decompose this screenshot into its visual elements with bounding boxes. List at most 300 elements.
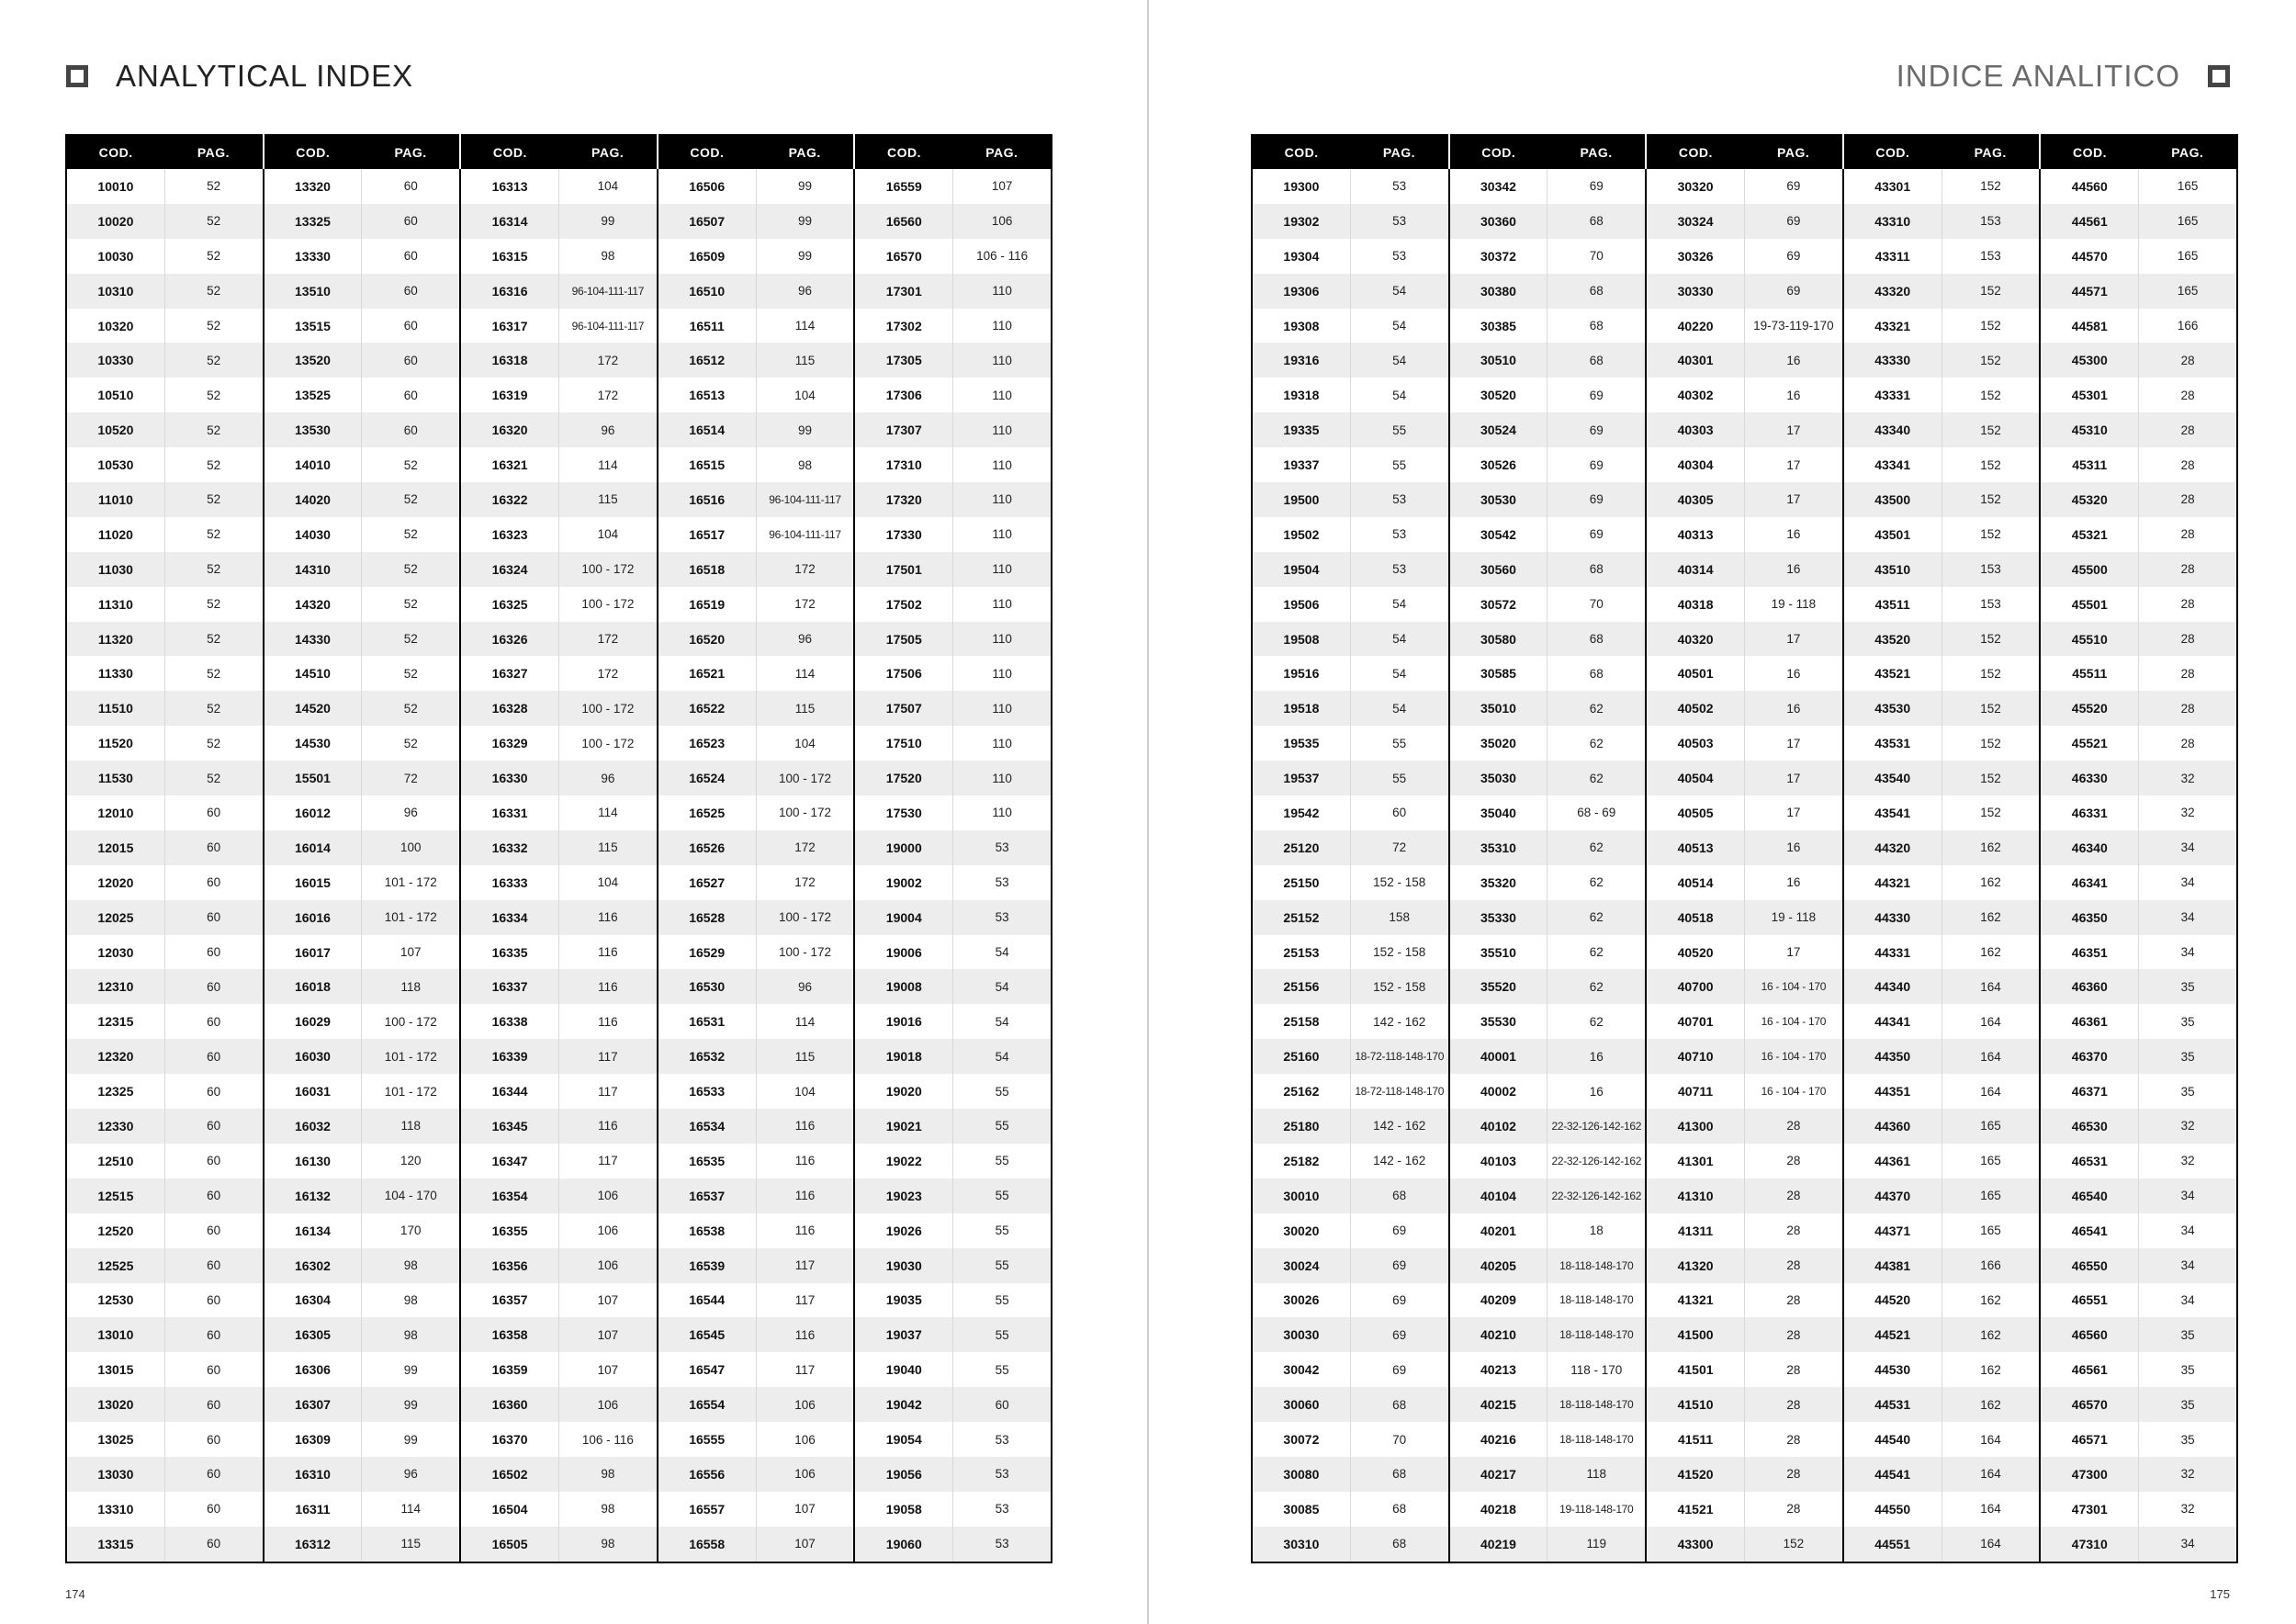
- code-cell: 46350: [2040, 900, 2138, 935]
- page-cell: 68: [1350, 1527, 1448, 1562]
- page-cell: 115: [756, 343, 854, 378]
- code-cell: 30572: [1449, 587, 1548, 622]
- code-cell: 16528: [658, 900, 756, 935]
- page-cell: 117: [558, 1074, 657, 1109]
- page-cell: 16: [1744, 691, 1842, 726]
- code-cell: 16511: [658, 309, 756, 344]
- code-cell: 25158: [1283, 1014, 1320, 1030]
- page-cell: 69: [1744, 274, 1842, 309]
- page-cell: 152: [1941, 726, 2040, 761]
- page-cell: 100 - 172: [756, 795, 854, 830]
- table-row: [1252, 412, 2237, 447]
- code-cell: 40503: [1646, 726, 1744, 761]
- page-cell: 28: [1744, 1387, 1842, 1422]
- page-cell: 62: [1548, 935, 1646, 970]
- code-cell: 16524: [658, 761, 756, 795]
- page-cell: 17: [1744, 622, 1842, 657]
- table-row: [66, 204, 1052, 239]
- page-cell: 16: [1744, 656, 1842, 691]
- page-cell: 69: [1548, 482, 1646, 517]
- page-cell: 52: [164, 204, 263, 239]
- code-cell: 46570: [2040, 1387, 2138, 1422]
- page-cell: 28: [1744, 1248, 1842, 1283]
- page-cell: 153: [1941, 239, 2040, 274]
- code-cell: 25152: [1252, 900, 1350, 935]
- code-cell: 40505: [1646, 795, 1744, 830]
- code-cell: 45300: [2040, 343, 2138, 378]
- code-cell: 12510: [97, 1153, 134, 1168]
- code-cell: 16312: [264, 1527, 362, 1562]
- code-cell: 16344: [460, 1074, 558, 1109]
- code-cell: 30380: [1449, 274, 1548, 309]
- code-cell: 17310: [854, 447, 952, 482]
- page-cell: 162: [1941, 865, 2040, 900]
- page-cell: 165: [1941, 1213, 2040, 1248]
- code-cell: 43311: [1843, 239, 1941, 274]
- code-cell: 16132: [264, 1179, 362, 1213]
- code-cell: 35030: [1449, 761, 1548, 795]
- table-row: [66, 656, 1052, 691]
- page-cell: 152 - 158: [1350, 865, 1448, 900]
- code-cell: 13015: [97, 1362, 134, 1378]
- page-cell: 106: [953, 204, 1052, 239]
- code-cell: 43500: [1843, 482, 1941, 517]
- page-cell: 62: [1548, 761, 1646, 795]
- page-cell: 52: [164, 309, 263, 344]
- code-cell: 19318: [1283, 388, 1320, 403]
- page-cell: 32: [2139, 1492, 2237, 1527]
- page-cell: 100 - 172: [362, 1004, 460, 1039]
- page-cell: 53: [953, 1492, 1052, 1527]
- page-cell: 16: [1744, 552, 1842, 587]
- page-cell: 60: [164, 1352, 263, 1387]
- code-cell: 12525: [66, 1248, 164, 1283]
- page-cell: 152: [1941, 169, 2040, 204]
- code-cell: 43521: [1843, 656, 1941, 691]
- page-cell: 166: [1941, 1248, 2040, 1283]
- table-row: [1252, 1213, 2237, 1248]
- page-cell: 114: [756, 1004, 854, 1039]
- page-cell: 28: [2139, 343, 2237, 378]
- page-cell: 28: [1744, 1213, 1842, 1248]
- code-cell: 16130: [264, 1144, 362, 1179]
- code-cell: 16505: [460, 1527, 558, 1562]
- code-cell: 16355: [460, 1213, 558, 1248]
- code-cell: 19006: [854, 935, 952, 970]
- table-row: [66, 1039, 1052, 1074]
- code-cell: 19302: [1252, 204, 1350, 239]
- page-cell: 69: [1350, 1352, 1448, 1387]
- code-cell: 25160: [1252, 1039, 1350, 1074]
- page-cell: 165: [2139, 204, 2237, 239]
- code-cell: 10320: [97, 318, 134, 333]
- code-cell: 44581: [2040, 309, 2138, 344]
- page-cell: 152: [1941, 447, 2040, 482]
- page-cell: 165: [2139, 169, 2237, 204]
- code-cell: 17501: [854, 552, 952, 587]
- page-cell: 19-118-148-170: [1548, 1492, 1646, 1527]
- page-cell: 55: [1350, 726, 1448, 761]
- table-row: [66, 1283, 1052, 1318]
- code-cell: 46340: [2040, 830, 2138, 865]
- code-cell: 40219: [1449, 1527, 1548, 1562]
- table-row: [1252, 1457, 2237, 1492]
- table-row: [1252, 1004, 2237, 1039]
- code-cell: 44351: [1843, 1074, 1941, 1109]
- code-cell: 14510: [264, 656, 362, 691]
- code-cell: 46331: [2040, 795, 2138, 830]
- code-cell: 16558: [658, 1527, 756, 1562]
- page-cell: 96-104-111-117: [558, 309, 657, 344]
- code-cell: 40102: [1449, 1109, 1548, 1144]
- table-row: [66, 622, 1052, 657]
- page-cell: 152: [1941, 309, 2040, 344]
- page-cell: 62: [1548, 691, 1646, 726]
- page-cell: 96: [558, 412, 657, 447]
- code-cell: 19504: [1252, 552, 1350, 587]
- page-cell: 28: [1744, 1317, 1842, 1352]
- page-cell: 28: [2139, 447, 2237, 482]
- page-cell: 98: [558, 1527, 657, 1562]
- column-header-pag: PAG.: [558, 135, 657, 169]
- code-cell: 44341: [1843, 1004, 1941, 1039]
- page-cell: 162: [1941, 900, 2040, 935]
- page-cell: 115: [756, 1039, 854, 1074]
- code-cell: 16531: [658, 1004, 756, 1039]
- code-cell: 35530: [1449, 1004, 1548, 1039]
- code-cell: 35510: [1449, 935, 1548, 970]
- code-cell: 16507: [658, 204, 756, 239]
- code-cell: 30580: [1449, 622, 1548, 657]
- code-cell: 41510: [1646, 1387, 1744, 1422]
- page-cell: 52: [164, 726, 263, 761]
- page-cell: 142 - 162: [1350, 1144, 1448, 1179]
- page-cell: 60: [164, 1004, 263, 1039]
- page-cell: 101 - 172: [362, 865, 460, 900]
- code-cell: 16310: [264, 1457, 362, 1492]
- page-cell: 53: [1350, 204, 1448, 239]
- code-cell: 16356: [460, 1248, 558, 1283]
- page-cell: 52: [164, 378, 263, 412]
- page-cell: 34: [2139, 1179, 2237, 1213]
- page-cell: 110: [953, 343, 1052, 378]
- code-cell: 41310: [1646, 1179, 1744, 1213]
- code-cell: 30520: [1449, 378, 1548, 412]
- page-cell: 96: [756, 622, 854, 657]
- code-cell: 30560: [1449, 552, 1548, 587]
- table-row: [66, 1109, 1052, 1144]
- code-cell: 44371: [1843, 1213, 1941, 1248]
- page-cell: 17: [1744, 935, 1842, 970]
- page-cell: 18-118-148-170: [1548, 1248, 1646, 1283]
- page-cell: 106: [558, 1248, 657, 1283]
- code-cell: 44560: [2040, 169, 2138, 204]
- table-row: [1252, 552, 2237, 587]
- code-cell: 14030: [264, 517, 362, 552]
- page-cell: 62: [1548, 726, 1646, 761]
- page-cell: 69: [1350, 1213, 1448, 1248]
- page-cell: 53: [1350, 517, 1448, 552]
- code-cell: 30342: [1449, 169, 1548, 204]
- page-cell: 115: [558, 830, 657, 865]
- code-cell: 45321: [2040, 517, 2138, 552]
- page-cell: 96: [756, 969, 854, 1004]
- page-cell: 96: [558, 761, 657, 795]
- code-cell: 43320: [1843, 274, 1941, 309]
- code-cell: 30510: [1449, 343, 1548, 378]
- code-cell: 13515: [264, 309, 362, 344]
- table-row: [66, 482, 1052, 517]
- code-cell: 16016: [264, 900, 362, 935]
- column-header-cod: COD.: [2040, 135, 2138, 169]
- code-cell: 40209: [1449, 1283, 1548, 1318]
- code-cell: 16534: [658, 1109, 756, 1144]
- code-cell: 19508: [1252, 622, 1350, 657]
- page-cell: 60: [362, 274, 460, 309]
- page-cell: 52: [164, 169, 263, 204]
- page-cell: 18: [1548, 1213, 1646, 1248]
- code-cell: 43531: [1843, 726, 1941, 761]
- page-cell: 116: [756, 1213, 854, 1248]
- page-cell: 152 - 158: [1350, 935, 1448, 970]
- page-cell: 106: [756, 1457, 854, 1492]
- table-row: [66, 1317, 1052, 1352]
- page-cell: 69: [1548, 169, 1646, 204]
- page-cell: 62: [1548, 830, 1646, 865]
- code-cell: 19056: [854, 1457, 952, 1492]
- page-cell: 52: [164, 552, 263, 587]
- code-cell: 46550: [2040, 1248, 2138, 1283]
- code-cell: 19054: [854, 1422, 952, 1457]
- code-cell: 40104: [1449, 1179, 1548, 1213]
- page-cell: 52: [164, 274, 263, 309]
- page-cell: 165: [1941, 1179, 2040, 1213]
- page-cell: 164: [1941, 1074, 2040, 1109]
- table-row: [66, 447, 1052, 482]
- page-cell: 17: [1744, 482, 1842, 517]
- code-cell: 16333: [460, 865, 558, 900]
- page-cell: 165: [1941, 1144, 2040, 1179]
- page-cell: 101 - 172: [362, 1039, 460, 1074]
- code-cell: 16504: [460, 1492, 558, 1527]
- page-cell: 98: [362, 1283, 460, 1318]
- page-cell: 152: [1941, 761, 2040, 795]
- page-cell: 110: [953, 795, 1052, 830]
- code-cell: 12315: [97, 1014, 134, 1030]
- page-cell: 116: [756, 1179, 854, 1213]
- page-cell: 17: [1744, 795, 1842, 830]
- page-cell: 35: [2139, 1387, 2237, 1422]
- code-cell: 16537: [658, 1179, 756, 1213]
- page-cell: 100 - 172: [756, 900, 854, 935]
- code-cell: 19308: [1283, 318, 1320, 333]
- code-cell: 16523: [658, 726, 756, 761]
- page-cell: 110: [953, 447, 1052, 482]
- code-cell: 12530: [97, 1292, 134, 1308]
- code-cell: 45311: [2040, 447, 2138, 482]
- page-cell: 106 - 116: [953, 239, 1052, 274]
- page-cell: 18-118-148-170: [1548, 1283, 1646, 1318]
- code-cell: 46351: [2040, 935, 2138, 970]
- page-cell: 60: [164, 1492, 263, 1527]
- column-header-cod: COD.: [1252, 135, 1350, 169]
- page-cell: 69: [1744, 239, 1842, 274]
- table-row: [66, 1074, 1052, 1109]
- code-cell: 16544: [658, 1283, 756, 1318]
- page-cell: 18-72-118-148-170: [1350, 1039, 1448, 1074]
- page-cell: 107: [558, 1283, 657, 1318]
- code-cell: 40002: [1449, 1074, 1548, 1109]
- code-cell: 15501: [264, 761, 362, 795]
- code-cell: 46530: [2040, 1109, 2138, 1144]
- page-cell: 172: [756, 587, 854, 622]
- page-cell: 164: [1941, 1004, 2040, 1039]
- code-cell: 16555: [658, 1422, 756, 1457]
- page-cell: 35: [2139, 1422, 2237, 1457]
- page-cell: 107: [953, 169, 1052, 204]
- table-row: [1252, 726, 2237, 761]
- table-row: [66, 830, 1052, 865]
- code-cell: 30320: [1646, 169, 1744, 204]
- page-cell: 110: [953, 691, 1052, 726]
- code-cell: 10530: [97, 457, 134, 473]
- code-cell: 30026: [1283, 1292, 1320, 1308]
- page-cell: 115: [558, 482, 657, 517]
- page-cell: 110: [953, 378, 1052, 412]
- code-cell: 19020: [854, 1074, 952, 1109]
- page-cell: 100 - 172: [558, 726, 657, 761]
- page-cell: 110: [953, 517, 1052, 552]
- page-cell: 52: [362, 552, 460, 587]
- code-cell: 16332: [460, 830, 558, 865]
- page-cell: 162: [1941, 1317, 2040, 1352]
- table-row: [1252, 1492, 2237, 1527]
- table-row: [66, 969, 1052, 1004]
- code-cell: 16527: [658, 865, 756, 900]
- code-cell: 13510: [264, 274, 362, 309]
- code-cell: 16513: [658, 378, 756, 412]
- code-cell: 19535: [1283, 736, 1320, 751]
- code-cell: 45520: [2040, 691, 2138, 726]
- page-cell: 152: [1941, 274, 2040, 309]
- code-cell: 16533: [658, 1074, 756, 1109]
- index-table-left: [65, 134, 1052, 1563]
- page-cell: 69: [1350, 1248, 1448, 1283]
- page-cell: 172: [756, 865, 854, 900]
- page-cell: 162: [1941, 1352, 2040, 1387]
- code-cell: 17520: [854, 761, 952, 795]
- page-cell: 98: [558, 239, 657, 274]
- code-cell: 19004: [854, 900, 952, 935]
- code-cell: 16539: [658, 1248, 756, 1283]
- code-cell: 44541: [1843, 1457, 1941, 1492]
- code-cell: 44521: [1843, 1317, 1941, 1352]
- code-cell: 19500: [1252, 482, 1350, 517]
- code-cell: 19300: [1283, 178, 1320, 194]
- code-cell: 16530: [658, 969, 756, 1004]
- code-cell: 16328: [460, 691, 558, 726]
- code-cell: 44540: [1843, 1422, 1941, 1457]
- code-cell: 16322: [460, 482, 558, 517]
- code-cell: 13025: [97, 1432, 134, 1447]
- table-row: [66, 412, 1052, 447]
- page-cell: 35: [2139, 1039, 2237, 1074]
- code-cell: 47310: [2040, 1527, 2138, 1562]
- table-row: [66, 1492, 1052, 1527]
- page-cell: 60: [164, 1179, 263, 1213]
- code-cell: 43321: [1843, 309, 1941, 344]
- table-row: [66, 900, 1052, 935]
- page-cell: 152: [1941, 378, 2040, 412]
- code-cell: 14020: [264, 482, 362, 517]
- code-cell: 30524: [1449, 412, 1548, 447]
- code-cell: 40201: [1449, 1213, 1548, 1248]
- page-cell: 142 - 162: [1350, 1004, 1448, 1039]
- page-cell: 107: [558, 1317, 657, 1352]
- code-cell: 16015: [264, 865, 362, 900]
- page-cell: 28: [2139, 378, 2237, 412]
- table-row: [1252, 1422, 2237, 1457]
- code-cell: 30080: [1252, 1457, 1350, 1492]
- code-cell: 16331: [460, 795, 558, 830]
- code-cell: 19502: [1283, 526, 1320, 542]
- page-cell: 69: [1350, 1317, 1448, 1352]
- page-cell: 60: [362, 239, 460, 274]
- page-cell: 68: [1548, 343, 1646, 378]
- table-row: [1252, 204, 2237, 239]
- code-cell: 19035: [854, 1283, 952, 1318]
- code-cell: 11030: [66, 552, 164, 587]
- code-cell: 44330: [1843, 900, 1941, 935]
- page-cell: 106: [558, 1213, 657, 1248]
- column-header-pag: PAG.: [756, 135, 854, 169]
- code-cell: 30326: [1646, 239, 1744, 274]
- code-cell: 16338: [460, 1004, 558, 1039]
- code-cell: 17302: [854, 309, 952, 344]
- left-title-row: [66, 59, 413, 94]
- page-cell: 106: [558, 1387, 657, 1422]
- page-cell: 106: [756, 1387, 854, 1422]
- page-cell: 17: [1744, 726, 1842, 761]
- page-number: 175: [2210, 1587, 2230, 1601]
- table-row: [66, 1248, 1052, 1283]
- code-cell: 16506: [658, 169, 756, 204]
- page-cell: 116: [558, 1004, 657, 1039]
- page-cell: 16: [1744, 865, 1842, 900]
- code-cell: 19506: [1283, 596, 1320, 612]
- code-cell: 10330: [66, 343, 164, 378]
- page-title: ANALYTICAL INDEX: [116, 59, 414, 93]
- table-row: [1252, 900, 2237, 935]
- code-cell: 11310: [97, 596, 133, 612]
- code-cell: 16515: [658, 447, 756, 482]
- code-cell: 16314: [460, 204, 558, 239]
- page-cell: 60: [164, 1283, 263, 1318]
- table-row: [1252, 935, 2237, 970]
- code-cell: 30372: [1449, 239, 1548, 274]
- page-cell: 162: [1941, 1283, 2040, 1318]
- page-cell: 18-118-148-170: [1548, 1387, 1646, 1422]
- code-cell: 17305: [854, 343, 952, 378]
- code-cell: 11530: [66, 761, 164, 795]
- code-cell: 44571: [2040, 274, 2138, 309]
- page-cell: 114: [756, 309, 854, 344]
- code-cell: 16358: [460, 1317, 558, 1352]
- code-cell: 16323: [460, 517, 558, 552]
- code-cell: 44360: [1843, 1109, 1941, 1144]
- code-cell: 40318: [1646, 587, 1744, 622]
- code-cell: 13520: [264, 343, 362, 378]
